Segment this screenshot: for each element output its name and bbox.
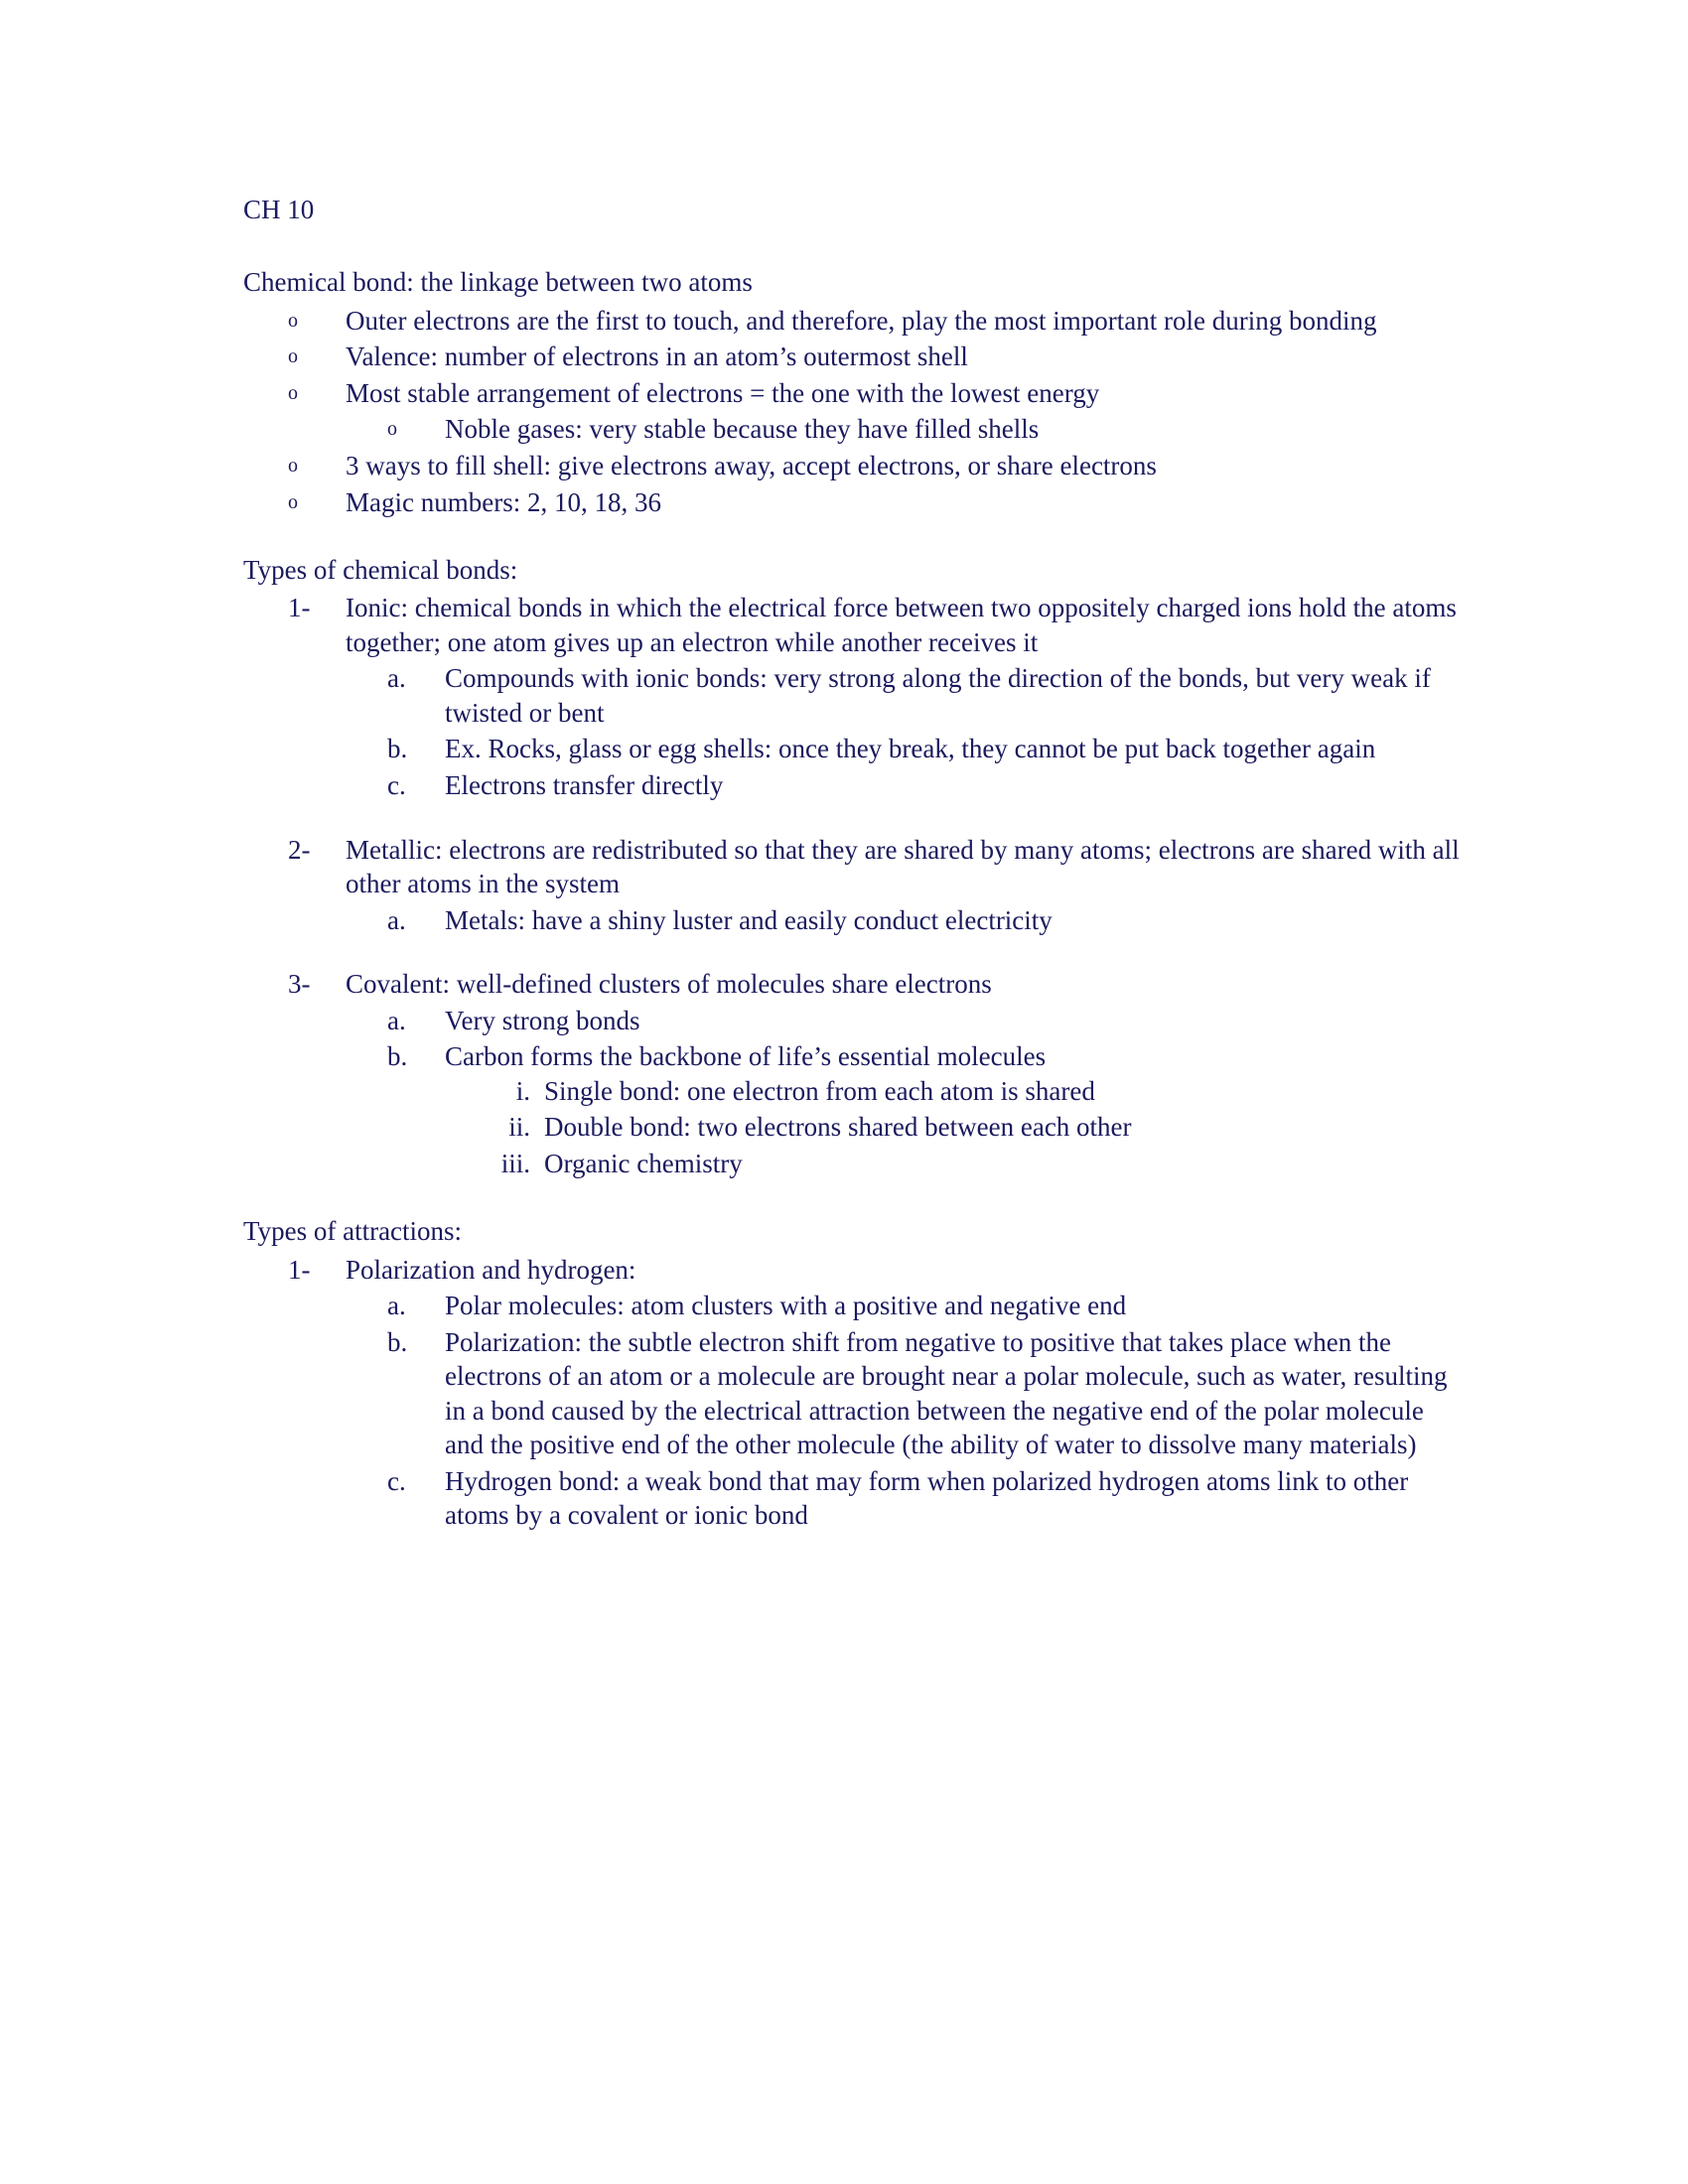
list-marker: a.: [387, 1291, 406, 1321]
list-marker: iii.: [500, 1148, 530, 1178]
list-item-text: Most stable arrangement of electrons = the one with the lowest energy: [346, 377, 1100, 408]
list-item-text: Organic chemistry: [544, 1148, 743, 1178]
list-item-text: Metallic: electrons are redistributed so that they are shared by many atoms; electrons are shared with all other atoms in the system: [346, 834, 1460, 899]
list-item: [346, 1464, 1460, 1533]
list-item: [346, 661, 1460, 730]
sublist: [346, 1004, 1460, 1181]
list-marker: a.: [387, 904, 406, 935]
list-item-text: Outer electrons are the first to touch, and therefore, play the most important role during bonding: [346, 305, 1377, 336]
list-marker: a.: [387, 1005, 406, 1035]
list-item-text: Compounds with ionic bonds: very strong along the direction of the bonds, but very weak if twisted or bent: [445, 663, 1431, 728]
section-heading-chemical-bond: Chemical bond: the linkage between two atoms: [243, 266, 753, 297]
list-item: [243, 1253, 1460, 1533]
list-item-text: Valence: number of electrons in an atom’s outermost shell: [346, 341, 968, 372]
list-marker: 3-: [288, 969, 311, 1000]
list-marker: 2-: [288, 834, 311, 865]
list-item-text: Hydrogen bond: a weak bond that may form when polarized hydrogen atoms link to other atoms by a covalent or ionic bond: [445, 1465, 1409, 1531]
list-marker: b.: [387, 734, 408, 764]
list-item-text: Electrons transfer directly: [445, 769, 724, 800]
list-item-text: Very strong bonds: [445, 1005, 640, 1035]
bullet-circle-icon: o: [288, 455, 298, 478]
sublist: [346, 1289, 1460, 1533]
section-heading-types-of-attractions: Types of attractions:: [243, 1216, 463, 1247]
list-item-text: Carbon forms the backbone of life’s essential molecules: [445, 1041, 1047, 1072]
list-marker: b.: [387, 1041, 408, 1072]
list-item: [243, 485, 1460, 520]
sublist: [346, 661, 1460, 802]
list-item: [346, 1325, 1460, 1462]
list-item-text: Single bond: one electron from each atom is shared: [544, 1075, 1095, 1106]
list-marker: b.: [387, 1326, 408, 1357]
list-item: [243, 967, 1460, 1180]
list-item: [346, 1004, 1460, 1038]
list-item: [346, 1289, 1460, 1323]
spacer: [243, 805, 1460, 833]
list-marker: 1-: [288, 1254, 311, 1285]
list-item-text: Double bond: two electrons shared between each other: [544, 1112, 1132, 1143]
list-item: [346, 768, 1460, 803]
list-item: [243, 449, 1460, 483]
list-item-text: 3 ways to fill shell: give electrons away, accept electrons, or share electrons: [346, 451, 1157, 481]
list-marker: c.: [387, 769, 406, 800]
bullet-circle-icon: o: [288, 490, 298, 513]
sublist: [346, 412, 1460, 447]
list-marker: a.: [387, 663, 406, 694]
list-item: [445, 1147, 1460, 1181]
page-title: CH 10: [243, 195, 315, 224]
list-item-text: Magic numbers: 2, 10, 18, 36: [346, 486, 661, 517]
list-types-of-chemical-bonds: [243, 591, 1460, 1180]
list-marker: 1-: [288, 593, 311, 623]
list-item-text: Polarization and hydrogen:: [346, 1254, 636, 1285]
list-item: [243, 376, 1460, 447]
list-item-text: Polarization: the subtle electron shift from negative to positive that takes place when the electrons of an atom or a molecule are brought near a polar molecule, such as water, resulting in a bond caused by the electrical attraction between the negative end of the polar molecule and the positive end of the other molecule (the ability of water to dissolve many materials): [445, 1326, 1448, 1460]
list-item-text: Ex. Rocks, glass or egg shells: once they break, they cannot be put back together again: [445, 734, 1376, 764]
bullet-circle-icon: o: [288, 309, 298, 332]
list-item: [346, 1039, 1460, 1180]
list-chemical-bond: [243, 304, 1460, 519]
list-marker: ii.: [508, 1112, 530, 1143]
list-types-of-attractions: [243, 1253, 1460, 1533]
sublist: [346, 903, 1460, 938]
bullet-circle-icon: o: [288, 381, 298, 404]
list-item: [346, 903, 1460, 938]
list-marker: c.: [387, 1465, 406, 1496]
list-item-text: Metals: have a shiny luster and easily conduct electricity: [445, 904, 1053, 935]
list-item: [243, 833, 1460, 938]
list-item-text: Noble gases: very stable because they have filled shells: [445, 414, 1040, 445]
section-heading-types-of-chemical-bonds: Types of chemical bonds:: [243, 555, 518, 586]
list-item: [346, 412, 1460, 447]
spacer: [243, 939, 1460, 967]
bullet-circle-icon: o: [288, 345, 298, 368]
list-item-text: Covalent: well-defined clusters of molecules share electrons: [346, 969, 992, 1000]
list-item: [243, 591, 1460, 802]
list-marker: i.: [515, 1075, 530, 1106]
bullet-circle-icon: o: [387, 418, 397, 441]
list-item: [445, 1074, 1460, 1109]
list-item: [243, 340, 1460, 374]
list-item-text: Ionic: chemical bonds in which the electrical force between two oppositely charged ions hold the atoms together; one atom gives up an electron while another receives it: [346, 593, 1457, 657]
list-item: [243, 304, 1460, 339]
list-item-text: Polar molecules: atom clusters with a positive and negative end: [445, 1291, 1127, 1321]
list-item: [445, 1110, 1460, 1145]
sublist: [445, 1074, 1460, 1181]
list-item: [346, 732, 1460, 766]
